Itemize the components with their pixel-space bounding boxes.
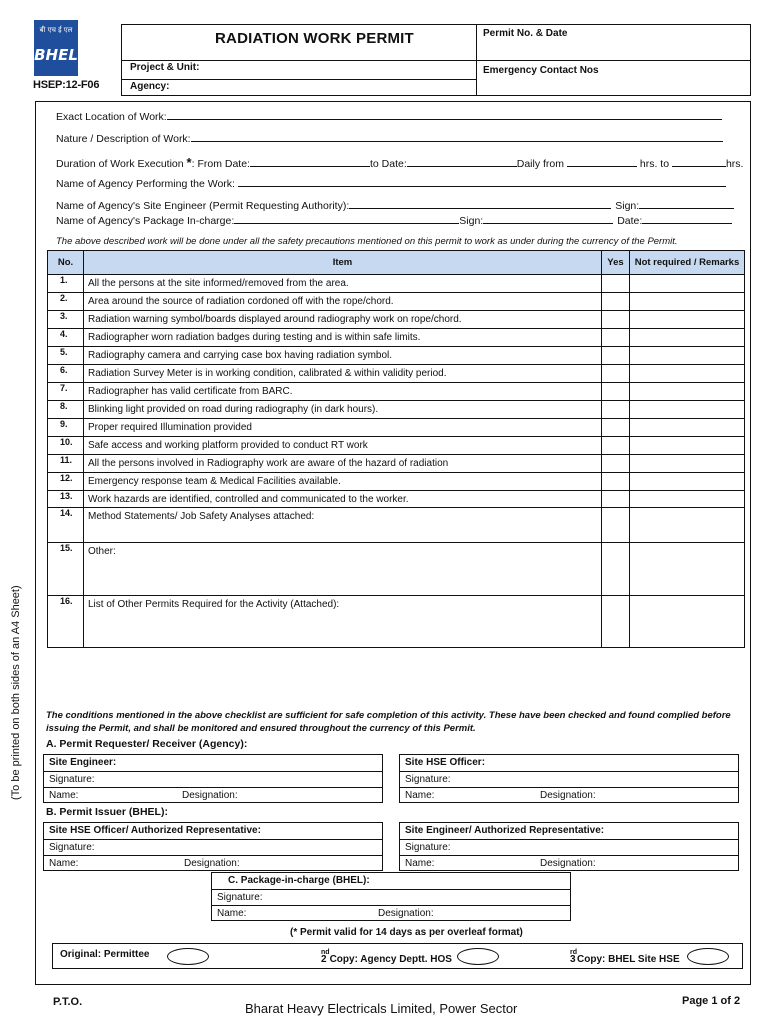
box-title: Site Engineer/ Authorized Representative: bbox=[405, 825, 605, 836]
name-field[interactable]: Name: Designation: bbox=[400, 787, 738, 803]
row-yes-cell[interactable] bbox=[602, 311, 630, 329]
box-title: Site Engineer: bbox=[49, 757, 117, 768]
row-number: 13. bbox=[48, 491, 84, 508]
nature-field[interactable]: Nature / Description of Work: bbox=[56, 132, 723, 145]
row-yes-cell[interactable] bbox=[602, 329, 630, 347]
row-remarks-cell[interactable] bbox=[630, 401, 745, 419]
package-incharge-field[interactable]: Name of Agency's Package In-charge: Sign: Date: bbox=[56, 214, 732, 227]
col-header-remarks: Not required / Remarks bbox=[630, 251, 745, 275]
safety-note: The above described work will be done under all the safety precautions mentioned on this permit to work as under during the currency of the Permit. bbox=[56, 236, 678, 247]
row-item: All the persons involved in Radiography work are aware of the hazard of radiation bbox=[84, 455, 602, 473]
table-row bbox=[48, 347, 745, 365]
row-yes-cell[interactable] bbox=[602, 419, 630, 437]
row-remarks-cell[interactable] bbox=[630, 383, 745, 401]
row-remarks-cell[interactable] bbox=[630, 419, 745, 437]
row-item: Method Statements/ Job Safety Analyses attached: bbox=[84, 508, 602, 543]
table-row bbox=[48, 473, 745, 491]
table-row bbox=[48, 275, 745, 293]
row-number: 16. bbox=[48, 596, 84, 648]
copy-second-label: 2 $^{nd}$ Copy: Agency Deptt. HOS bbox=[321, 949, 452, 965]
project-unit-field[interactable]: Project & Unit: bbox=[130, 62, 200, 73]
section-b-hse-box bbox=[43, 822, 383, 871]
section-a-site-engineer-box bbox=[43, 754, 383, 803]
copy-original-checkbox[interactable] bbox=[167, 948, 209, 965]
table-row bbox=[48, 596, 745, 648]
row-item: Radiographer worn radiation badges during testing and is within safe limits. bbox=[84, 329, 602, 347]
table-row bbox=[48, 455, 745, 473]
row-item: Radiation Survey Meter is in working condition, calibrated & within validity period. bbox=[84, 365, 602, 383]
section-a-hse-officer-box bbox=[399, 754, 739, 803]
table-row bbox=[48, 508, 745, 543]
box-title: Site HSE Officer/ Authorized Representative: bbox=[49, 825, 261, 836]
table-row bbox=[48, 437, 745, 455]
validity-note: (* Permit valid for 14 days as per overleaf format) bbox=[290, 927, 523, 938]
row-remarks-cell[interactable] bbox=[630, 311, 745, 329]
row-remarks-cell[interactable] bbox=[630, 508, 745, 543]
row-number: 6. bbox=[48, 365, 84, 383]
bhel-logo-icon bbox=[34, 20, 78, 76]
row-yes-cell[interactable] bbox=[602, 543, 630, 596]
row-remarks-cell[interactable] bbox=[630, 365, 745, 383]
row-item: Work hazards are identified, controlled and communicated to the worker. bbox=[84, 491, 602, 508]
row-yes-cell[interactable] bbox=[602, 365, 630, 383]
row-number: 2. bbox=[48, 293, 84, 311]
row-item: Proper required Illumination provided bbox=[84, 419, 602, 437]
section-b-heading: B. Permit Issuer (BHEL): bbox=[46, 806, 168, 818]
row-item: List of Other Permits Required for the Activity (Attached): bbox=[84, 596, 602, 648]
emergency-contact-field[interactable]: Emergency Contact Nos bbox=[483, 65, 599, 76]
col-header-item: Item bbox=[84, 251, 602, 275]
row-remarks-cell[interactable] bbox=[630, 491, 745, 508]
checklist-table bbox=[47, 250, 745, 648]
table-row bbox=[48, 419, 745, 437]
col-header-yes: Yes bbox=[602, 251, 630, 275]
row-remarks-cell[interactable] bbox=[630, 293, 745, 311]
row-number: 3. bbox=[48, 311, 84, 329]
box-title: Site HSE Officer: bbox=[405, 757, 486, 768]
row-number: 7. bbox=[48, 383, 84, 401]
bhel-logo bbox=[34, 20, 78, 76]
row-yes-cell[interactable] bbox=[602, 455, 630, 473]
signature-field[interactable]: Signature: bbox=[400, 839, 738, 855]
row-yes-cell[interactable] bbox=[602, 508, 630, 543]
row-item: Emergency response team & Medical Facilities available. bbox=[84, 473, 602, 491]
agency-name-field[interactable]: Name of Agency Performing the Work: bbox=[56, 177, 726, 190]
row-item: Radiographer has valid certificate from BARC. bbox=[84, 383, 602, 401]
signature-field[interactable]: Signature: bbox=[212, 889, 570, 905]
table-row bbox=[48, 329, 745, 347]
row-remarks-cell[interactable] bbox=[630, 543, 745, 596]
row-remarks-cell[interactable] bbox=[630, 275, 745, 293]
signature-field[interactable]: Signature: bbox=[44, 771, 382, 787]
name-field[interactable]: Name: Designation: bbox=[44, 855, 382, 871]
name-field[interactable]: Name: Designation: bbox=[212, 905, 570, 921]
table-row bbox=[48, 293, 745, 311]
copy-second-checkbox[interactable] bbox=[457, 948, 499, 965]
row-remarks-cell[interactable] bbox=[630, 455, 745, 473]
copy-original-label: Original: Permittee bbox=[60, 949, 150, 960]
svg-text:BHEL: BHEL bbox=[34, 46, 78, 64]
row-number: 11. bbox=[48, 455, 84, 473]
row-item: Area around the source of radiation cordoned off with the rope/chord. bbox=[84, 293, 602, 311]
company-footer: Bharat Heavy Electricals Limited, Power Sector bbox=[245, 1001, 518, 1016]
pto-label: P.T.O. bbox=[53, 996, 83, 1008]
row-number: 8. bbox=[48, 401, 84, 419]
page-number: Page 1 of 2 bbox=[682, 995, 741, 1007]
row-number: 9. bbox=[48, 419, 84, 437]
section-c-package-box bbox=[211, 872, 571, 921]
section-b-site-engineer-box bbox=[399, 822, 739, 871]
row-item: All the persons at the site informed/removed from the area. bbox=[84, 275, 602, 293]
row-number: 4. bbox=[48, 329, 84, 347]
row-remarks-cell[interactable] bbox=[630, 596, 745, 648]
row-yes-cell[interactable] bbox=[602, 473, 630, 491]
row-yes-cell[interactable] bbox=[602, 383, 630, 401]
page-title: RADIATION WORK PERMIT bbox=[215, 30, 414, 47]
print-instruction-note: (To be printed on both sides of an A4 Sheet) bbox=[10, 585, 22, 800]
section-c-heading: C. Package-in-charge (BHEL): bbox=[228, 875, 370, 886]
row-number: 12. bbox=[48, 473, 84, 491]
table-row bbox=[48, 401, 745, 419]
svg-text:बी एच ई एल: बी एच ई एल bbox=[39, 26, 73, 34]
row-yes-cell[interactable] bbox=[602, 347, 630, 365]
table-header-row bbox=[48, 251, 745, 275]
row-number: 1. bbox=[48, 275, 84, 293]
copy-third-label: 3 $^{rd}$ Copy: BHEL Site HSE bbox=[570, 949, 680, 965]
name-field[interactable]: Name: Designation: bbox=[44, 787, 382, 803]
table-row bbox=[48, 491, 745, 508]
row-item: Blinking light provided on road during radiography (in dark hours). bbox=[84, 401, 602, 419]
row-number: 5. bbox=[48, 347, 84, 365]
duration-field[interactable]: Duration of Work Execution *: From Date: to Date: Daily from hrs. to hrs. bbox=[56, 155, 744, 170]
row-yes-cell[interactable] bbox=[602, 275, 630, 293]
conditions-note: The conditions mentioned in the above checklist are sufficient for safe completion of this activity. These have been checked and found complied before issuing the Permit, and shall be monitored and ensured throughout the currency of this Permit. bbox=[46, 710, 731, 734]
table-row bbox=[48, 365, 745, 383]
row-item: Safe access and working platform provided to conduct RT work bbox=[84, 437, 602, 455]
section-a-heading: A. Permit Requester/ Receiver (Agency): bbox=[46, 738, 248, 750]
row-item: Radiography camera and carrying case box having radiation symbol. bbox=[84, 347, 602, 365]
table-row bbox=[48, 383, 745, 401]
form-code: HSEP:12-F06 bbox=[33, 79, 100, 91]
row-remarks-cell[interactable] bbox=[630, 347, 745, 365]
signature-field[interactable]: Signature: bbox=[400, 771, 738, 787]
row-yes-cell[interactable] bbox=[602, 293, 630, 311]
row-remarks-cell[interactable] bbox=[630, 329, 745, 347]
row-remarks-cell[interactable] bbox=[630, 437, 745, 455]
row-item: Radiation warning symbol/boards displayed around radiography work on rope/chord. bbox=[84, 311, 602, 329]
row-item: Other: bbox=[84, 543, 602, 596]
signature-field[interactable]: Signature: bbox=[44, 839, 382, 855]
row-remarks-cell[interactable] bbox=[630, 473, 745, 491]
row-yes-cell[interactable] bbox=[602, 437, 630, 455]
table-row bbox=[48, 311, 745, 329]
row-number: 15. bbox=[48, 543, 84, 596]
site-engineer-field[interactable]: Name of Agency's Site Engineer (Permit Requesting Authority): Sign: bbox=[56, 199, 734, 212]
name-field[interactable]: Name: Designation: bbox=[400, 855, 738, 871]
row-yes-cell[interactable] bbox=[602, 596, 630, 648]
row-number: 14. bbox=[48, 508, 84, 543]
row-yes-cell[interactable] bbox=[602, 401, 630, 419]
permit-no-field[interactable]: Permit No. & Date bbox=[483, 28, 568, 39]
copy-distribution-row bbox=[52, 943, 743, 969]
table-row bbox=[48, 543, 745, 596]
agency-field[interactable]: Agency: bbox=[130, 81, 170, 92]
row-yes-cell[interactable] bbox=[602, 491, 630, 508]
copy-third-checkbox[interactable] bbox=[687, 948, 729, 965]
col-header-no: No. bbox=[48, 251, 84, 275]
location-field[interactable]: Exact Location of Work: bbox=[56, 110, 722, 123]
row-number: 10. bbox=[48, 437, 84, 455]
